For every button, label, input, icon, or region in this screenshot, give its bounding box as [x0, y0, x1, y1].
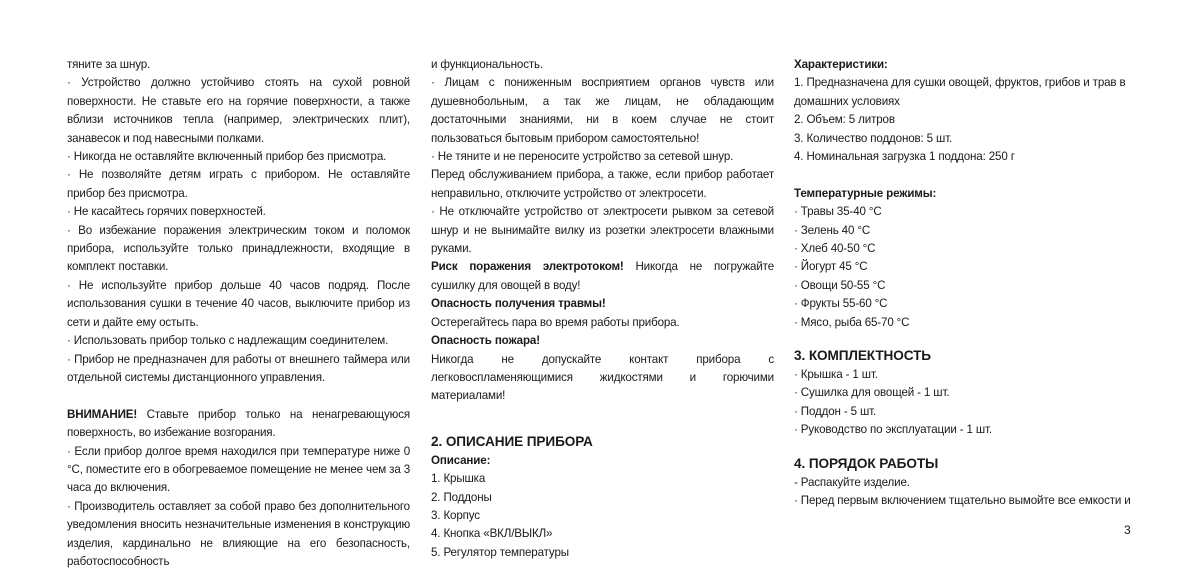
paragraph: · Устройство должно устойчиво стоять на сухой ровной поверхности. Не ставьте его на горячие поверхности, а также вблизи источников тепла (например, электрических плит), занавесок и под навесными полками.: [67, 76, 410, 145]
description-item: 2. Поддоны: [431, 490, 492, 504]
paragraph: · Прибор не предназначен для работы от внешнего таймера или отдельной системы дистанционного управления.: [67, 352, 410, 384]
fire-text: Никогда не допускайте контакт прибора с легковоспламеняющимися жидкостями и горючими материалами!: [431, 352, 774, 403]
temp-item: · Фрукты 55-60 °С: [794, 297, 888, 311]
kit-item: · Крышка - 1 шт.: [794, 368, 878, 382]
paragraph: · Если прибор долгое время находился при температуре ниже 0 °С, поместите его в обогреваемое помещение не менее чем за 3 часа до включения.: [67, 444, 410, 495]
shock-label: Риск поражения электротоком!: [431, 260, 624, 274]
kit-item: · Поддон - 5 шт.: [794, 404, 877, 418]
work-item: - Распакуйте изделие.: [794, 475, 910, 489]
description-item: 5. Регулятор температуры: [431, 545, 569, 559]
paragraph: Перед обслуживанием прибора, а также, если прибор работает неправильно, отключите устройство от электросети.: [431, 168, 774, 200]
section-title-kit: 3. КОМПЛЕКТНОСТЬ: [794, 348, 931, 364]
page-number: 3: [1124, 523, 1131, 537]
paragraph: · Лицам с пониженным восприятием органов чувств или душевнобольным, а так же лицам, не обладающим достаточными знаниями, ни в коем случае не стоит пользоваться бытовым прибором самостоятельно!: [431, 76, 774, 145]
description-item: 1. Крышка: [431, 472, 486, 486]
paragraph: · Не отключайте устройство от электросети рывком за сетевой шнур и не вынимайте вилку из розетки электросети влажными руками.: [431, 205, 774, 256]
description-item: 4. Кнопка «ВКЛ/ВЫКЛ»: [431, 527, 553, 541]
paragraph: · Не используйте прибор дольше 40 часов подряд. После использования сушки в течение 40 часов, выключите прибор из сети и дайте ему остыть.: [67, 278, 410, 329]
paragraph: · Не касайтесь горячих поверхностей.: [67, 205, 266, 219]
spec-item: 3. Количество поддонов: 5 шт.: [794, 131, 953, 145]
warning-label: ВНИМАНИЕ!: [67, 407, 138, 421]
paragraph: и функциональность.: [431, 58, 543, 71]
kit-item: · Сушилка для овощей - 1 шт.: [794, 386, 950, 400]
section-title-description: 2. ОПИСАНИЕ ПРИБОРА: [431, 433, 593, 449]
spec-item: 1. Предназначена для сушки овощей, фруктов, грибов и трав в домашних условиях: [794, 76, 1126, 108]
column-right: [794, 56, 1139, 511]
section-title-operation: 4. ПОРЯДОК РАБОТЫ: [794, 455, 939, 471]
paragraph: · Никогда не оставляйте включенный прибор без присмотра.: [67, 150, 387, 164]
temp-item: · Зелень 40 °С: [794, 223, 871, 237]
description-label: Описание:: [431, 453, 491, 467]
injury-text: Остерегайтесь пара во время работы прибора.: [431, 315, 680, 329]
temp-item: · Травы 35-40 °С: [794, 205, 882, 219]
temp-label: Температурные режимы:: [794, 186, 937, 200]
shock-warning: [431, 258, 774, 295]
fire-label: Опасность пожара!: [431, 334, 540, 348]
warning-paragraph: [67, 406, 410, 443]
paragraph: · Не позволяйте детям играть с прибором. Не оставляйте прибор без присмотра.: [67, 168, 410, 200]
warning-text: Ставьте прибор только на ненагревающуюся поверхность, во избежание возгорания.: [67, 407, 410, 440]
kit-item: · Руководство по эксплуатации - 1 шт.: [794, 423, 993, 437]
description-item: 3. Корпус: [431, 508, 480, 522]
injury-label: Опасность получения травмы!: [431, 297, 606, 311]
temp-item: · Хлеб 40-50 °С: [794, 242, 876, 256]
column-middle: [431, 56, 774, 562]
specs-label: Характеристики:: [794, 58, 888, 71]
temp-item: · Мясо, рыба 65-70 °С: [794, 315, 910, 329]
paragraph: · Производитель оставляет за собой право без дополнительного уведомления вносить незначительные изменения в конструкцию изделия, кардинально не влияющие на его безопасность, работоспособность: [67, 499, 410, 568]
temp-item: · Овощи 50-55 °С: [794, 278, 886, 292]
paragraph: тяните за шнур.: [67, 58, 151, 71]
shock-text: Никогда не погружайте сушилку для овощей в воду!: [431, 260, 774, 292]
paragraph: · Не тяните и не переносите устройство за сетевой шнур.: [431, 150, 734, 164]
temp-item: · Йогурт 45 °С: [794, 260, 868, 274]
column-left: [67, 56, 410, 571]
paragraph: · Во избежание поражения электрическим током и поломок прибора, используйте только принадлежности, входящие в комплект поставки.: [67, 223, 410, 274]
spec-item: 2. Объем: 5 литров: [794, 113, 895, 127]
work-item: · Перед первым включением тщательно вымойте все емкости и: [794, 494, 1131, 508]
paragraph: · Использовать прибор только с надлежащим соединителем.: [67, 334, 389, 348]
spec-item: 4. Номинальная загрузка 1 поддона: 250 г: [794, 150, 1015, 164]
